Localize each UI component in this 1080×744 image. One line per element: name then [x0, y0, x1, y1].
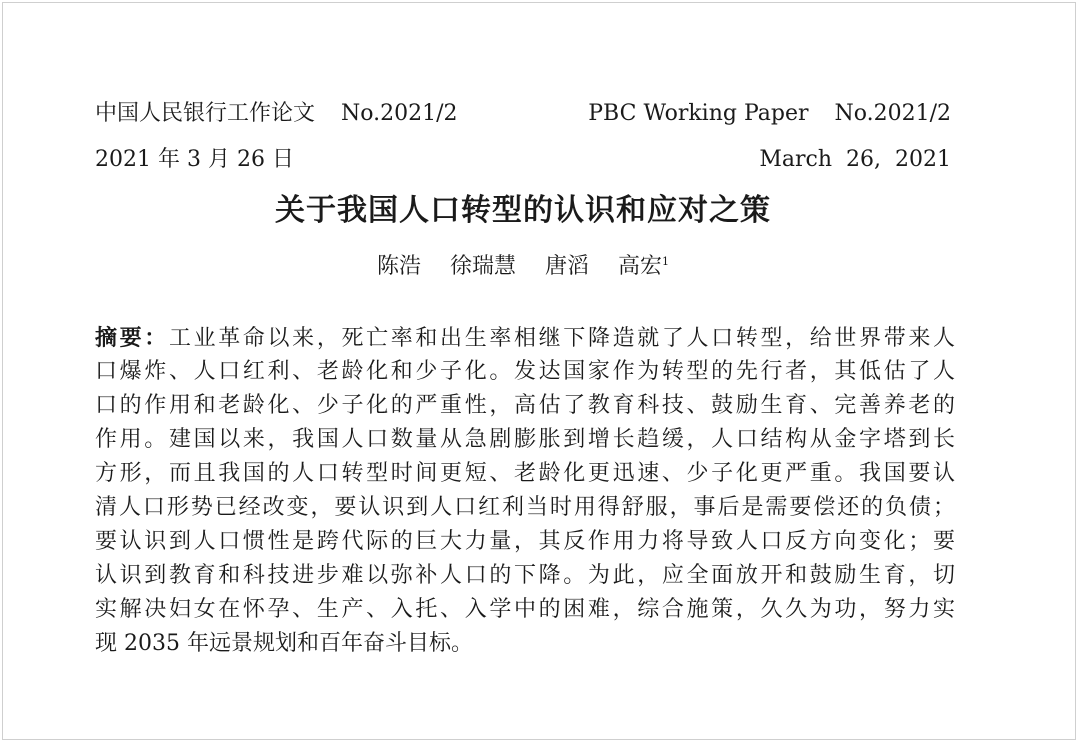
- header-series-en: [588, 100, 951, 128]
- paper-title: 关于我国人口转型的认识和应对之策: [275, 193, 771, 228]
- series-cn-label: 中国人民银行工作论文: [95, 101, 316, 126]
- abstract-line: 现 2035 年远景规划和百年奋斗目标。: [95, 631, 473, 656]
- author-name-with-footnote: [618, 254, 669, 279]
- header-series-row: [95, 100, 951, 128]
- date-cn: 2021 年 3 月 26 日: [95, 147, 294, 172]
- author-list: [95, 252, 951, 282]
- abstract-text: 工业革命以来，死亡率和出生率相继下降造就了人口转型，给世界带来人: [168, 326, 955, 351]
- header-series-cn: [95, 100, 458, 128]
- header-date-row: [95, 146, 951, 174]
- date-en: March 26, 2021: [759, 147, 951, 172]
- abstract-line: 认识到教育和科技进步难以弥补人口的下降。为此，应全面放开和鼓励生育，切: [95, 563, 955, 588]
- paper-page: [2, 2, 1076, 740]
- abstract-line: 口的作用和老龄化、少子化的严重性，高估了教育科技、鼓励生育、完善养老的: [95, 393, 955, 418]
- author-name: 陈浩: [376, 254, 421, 279]
- abstract-line: [95, 321, 955, 355]
- abstract-line: 作用。建国以来，我国人口数量从急剧膨胀到增长趋缓，人口结构从金字塔到长: [95, 427, 955, 452]
- abstract: [95, 321, 955, 661]
- abstract-line: 实解决妇女在怀孕、生产、入托、入学中的困难，综合施策，久久为功，努力实: [95, 597, 955, 622]
- series-en-label: PBC Working Paper: [588, 101, 809, 126]
- abstract-label: 摘要：: [95, 325, 169, 351]
- abstract-line: 方形，而且我国的人口转型时间更短、老龄化更迅速、少子化更严重。我国要认: [95, 461, 955, 486]
- author-name: 唐滔: [545, 254, 590, 279]
- author-name: 高宏: [618, 254, 663, 279]
- abstract-line: 口爆炸、人口红利、老龄化和少子化。发达国家作为转型的先行者，其低估了人: [95, 359, 955, 384]
- series-cn-number: No.2021/2: [341, 101, 458, 126]
- footnote-marker[interactable]: 1: [662, 255, 670, 268]
- abstract-line: 清人口形势已经改变，要认识到人口红利当时用得舒服，事后是需要偿还的负债；: [95, 495, 955, 520]
- abstract-line: 要认识到人口惯性是跨代际的巨大力量，其反作用力将导致人口反方向变化；要: [95, 529, 955, 554]
- series-en-number: No.2021/2: [834, 101, 951, 126]
- author-name: 徐瑞慧: [449, 254, 516, 279]
